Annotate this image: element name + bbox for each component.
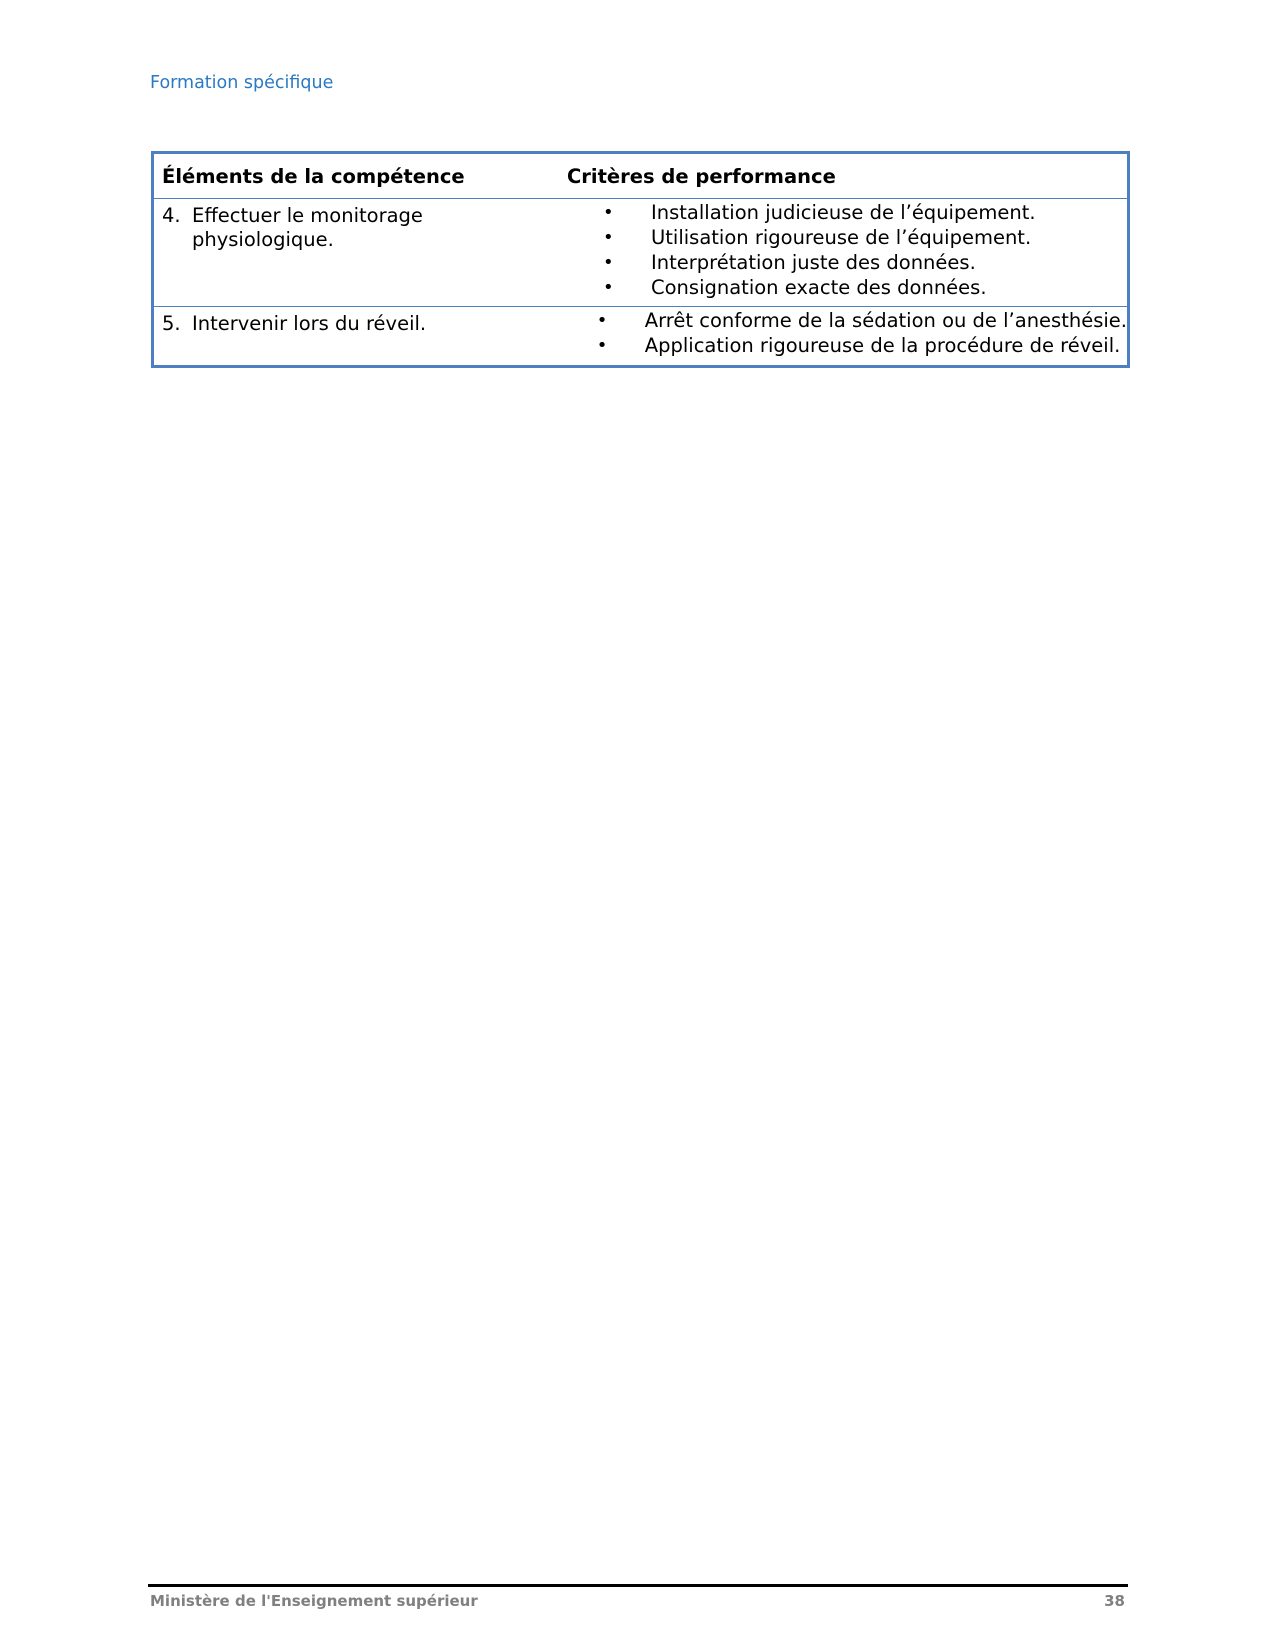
bullet-icon: • [596,335,608,356]
element-number: 4. [162,204,181,227]
column-header-criteria: Critères de performance [567,164,836,188]
bullet-icon: • [603,252,614,273]
criteria-list [561,307,1127,358]
footer-organization: Ministère de l'Enseignement supérieur [150,1592,478,1610]
section-header: Formation spécifique [150,73,334,93]
criteria-list [567,199,1127,300]
criteria-item: • Interprétation juste des données. [567,250,1127,275]
bullet-icon: • [603,202,614,223]
table-row [154,306,1127,365]
criteria-item: • Arrêt conforme de la sédation ou de l’anesthésie. [561,308,1127,333]
element-text: Effectuer le monitorage physiologique. [192,204,423,251]
competency-element [162,307,561,336]
criteria-item: • Consignation exacte des données. [567,275,1127,300]
element-text: Intervenir lors du réveil. [192,312,427,335]
competency-element [162,199,567,252]
column-header-elements: Éléments de la compétence [162,164,465,188]
criteria-item: • Application rigoureuse de la procédure de réveil. [561,333,1127,358]
footer-divider [148,1584,1128,1587]
bullet-icon: • [603,277,614,298]
criteria-item: • Utilisation rigoureuse de l’équipement. [567,225,1127,250]
criteria-item: • Installation judicieuse de l’équipement. [567,200,1127,225]
competency-table [151,151,1130,368]
page-number: 38 [1104,1592,1125,1610]
bullet-icon: • [596,310,608,331]
bullet-icon: • [603,227,614,248]
element-number: 5. [162,312,181,335]
table-header-row [154,154,1127,198]
table-row [154,198,1127,306]
